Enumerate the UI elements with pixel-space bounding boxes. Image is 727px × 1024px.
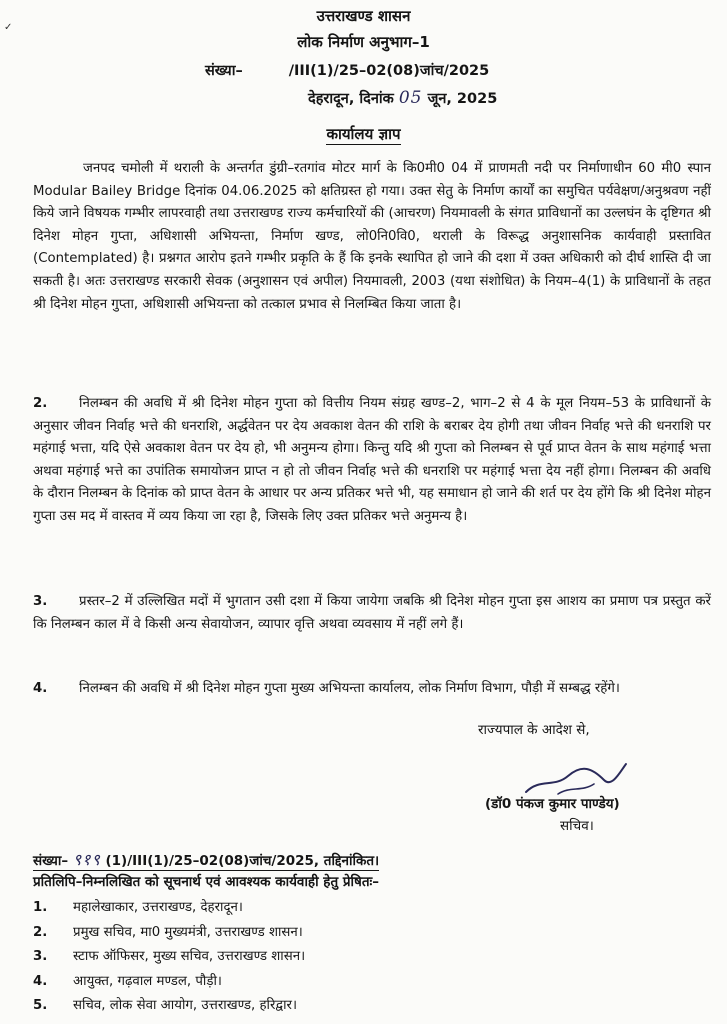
list-item: [33, 921, 305, 946]
paragraph-3-text: प्रस्तर–2 में उल्लिखित मदों में भुगतान उसी दशा में किया जायेगा जबकि श्री दिनेश मोहन गुप्ता इस आशय का प्रमाण पत्र प्रस्तुत करें कि निलम्बन काल में वे किसी अन्य सेवायोजन, व्यापार वृत्ति अथवा व्यवसाय में नहीं लगे हैं।: [33, 594, 711, 632]
issue-date: [308, 88, 497, 108]
list-item: [33, 945, 305, 970]
reference-code: /III(1)/25–02(08)जांच/2025: [288, 63, 490, 79]
copy-reference-number: [33, 848, 379, 871]
handwritten-day: 05: [398, 88, 423, 108]
list-item: [33, 970, 305, 995]
paragraph-2: [33, 393, 711, 529]
list-item: [33, 994, 305, 1019]
margin-mark: ✓: [4, 22, 13, 33]
reference-number: [205, 60, 489, 80]
recipient-text: महालेखाकार, उत्तराखण्ड, देहरादून।: [73, 900, 243, 915]
recipient-number: 4.: [33, 973, 48, 989]
recipient-text: आयुक्त, गढ़वाल मण्डल, पौड़ी।: [73, 973, 222, 989]
signatory-name: (डॉ0 पंकज कुमार पाण्डेय): [485, 796, 620, 812]
memo-title-text: कार्यालय ज्ञाप: [326, 125, 401, 143]
copy-reference-code: (1)/III(1)/25–02(08)जांच/2025, तद्दिनांकित।: [105, 853, 380, 869]
recipient-text: स्टाफ ऑफिसर, मुख्य सचिव, उत्तराखण्ड शासन।: [73, 949, 306, 964]
recipient-number: 5.: [33, 998, 48, 1013]
list-item: [33, 896, 305, 921]
copy-heading: प्रतिलिपि–निम्नलिखित को सूचनार्थ एवं आवश्यक कार्यवाही हेतु प्रेषितः–: [33, 874, 380, 890]
reference-label: संख्या–: [205, 63, 243, 79]
department-title: लोक निर्माण अनुभाग–1: [297, 33, 430, 51]
date-suffix: जून, 2025: [427, 91, 498, 107]
recipient-text: प्रमुख सचिव, मा0 मुख्यमंत्री, उत्तराखण्ड शासन।: [73, 924, 303, 940]
paragraph-3-number: 3.: [33, 594, 48, 609]
recipient-number: 3.: [33, 949, 48, 964]
handwritten-reference: ९१९: [72, 850, 101, 869]
signatory-designation: सचिव।: [560, 818, 594, 834]
paragraph-4-number: 4.: [33, 681, 48, 696]
paragraph-3: [33, 591, 711, 636]
paragraph-4-text: निलम्बन की अवधि में श्री दिनेश मोहन गुप्ता मुख्य अभियन्ता कार्यालय, लोक निर्माण विभाग, पौड़ी में सम्बद्ध रहेंगे।: [79, 681, 620, 696]
paragraph-4: [33, 678, 711, 701]
paragraph-1: [33, 158, 711, 316]
paragraph-2-number: 2.: [33, 396, 48, 411]
copy-reference-label: संख्या–: [33, 853, 69, 869]
recipient-text: सचिव, लोक सेवा आयोग, उत्तराखण्ड, हरिद्वार।: [73, 998, 297, 1013]
memo-title: [0, 124, 727, 144]
recipient-number: 2.: [33, 924, 48, 940]
by-order-line: राज्यपाल के आदेश से,: [478, 722, 590, 738]
paragraph-2-text: निलम्बन की अवधि में श्री दिनेश मोहन गुप्ता को वित्तीय नियम संग्रह खण्ड–2, भाग–2 से 4 के मूल नियम–53 के प्राविधानों के अनुसार जीवन निर्वाह भत्ते की धनराशि, अर्द्धवेतन पर देय अवकाश वेतन की राशि के बराबर देय होगी तथा जीवन निर्वाह भत्ते की धनराशि पर महंगाई भत्ता, यदि ऐसे अवकाश वेतन पर देय हो, भी अनुमन्य होगा। किन्तु यदि श्री गुप्ता को निलम्बन से पूर्व प्राप्त वेतन के साथ महंगाई भत्ता अथवा महंगाई भत्ते का उपांतिक समायोजन प्राप्त न हो तो जीवन निर्वाह भत्ते की धनराशि पर महंगाई भत्ता देय नहीं होगा। निलम्बन की अवधि के दौरान निलम्बन के दिनांक को प्राप्त वेतन के आधार पर अन्य प्रतिकर भत्ते भी, यह समाधान हो जाने की शर्त पर देय होंगे कि श्री दिनेश मोहन गुप्ता उस मद में वास्तव में व्यय किया जा रहा है, जिसके लिए उक्त प्रतिकर भत्ते अनुमन्य है।: [33, 396, 711, 524]
recipient-list: [33, 896, 305, 1019]
date-prefix: देहरादून, दिनांक: [308, 91, 394, 107]
paragraph-1-text: जनपद चमोली में थराली के अन्तर्गत डुंग्री–रतगांव मोटर मार्ग के कि0मी0 04 में प्राणमती नदी पर निर्माणाधीन 60 मी0 स्पान Modular Bailey Bridge दिनांक 04.06.2025 को क्षतिग्रस्त हो गया। उक्त सेतु के निर्माण कार्यों का समुचित पर्यवेक्षण/अनुश्रवण नहीं किये जाने विषयक गम्भीर लापरवाही तथा उत्तराखण्ड राज्य कर्मचारियों की (आचरण) नियमावली के संगत प्राविधानों का उल्लघंन के दृष्टिगत श्री दिनेश मोहन गुप्ता, अधिशासी अभियन्ता, निर्माण खण्ड, लो0नि0वि0, थराली के विरूद्ध अनुशासनिक कार्यवाही प्रस्तावित (Contemplated) है। प्रश्नगत आरोप इतने गम्भीर प्रकृति के हैं कि इनके स्थापित हो जाने की दशा में उक्त अधिकारी को दीर्घ शास्ति दी जा सकती है। अतः उत्तराखण्ड सरकारी सेवक (अनुशासन एवं अपील) नियमावली, 2003 (यथा संशोधित) के नियम–4(1) के प्राविधानों के तहत श्री दिनेश मोहन गुप्ता, अधिशासी अभियन्ता को तत्काल प्रभाव से निलम्बित किया जाता है।: [33, 161, 711, 312]
recipient-number: 1.: [33, 900, 48, 915]
government-title: उत्तराखण्ड शासन: [316, 7, 411, 25]
